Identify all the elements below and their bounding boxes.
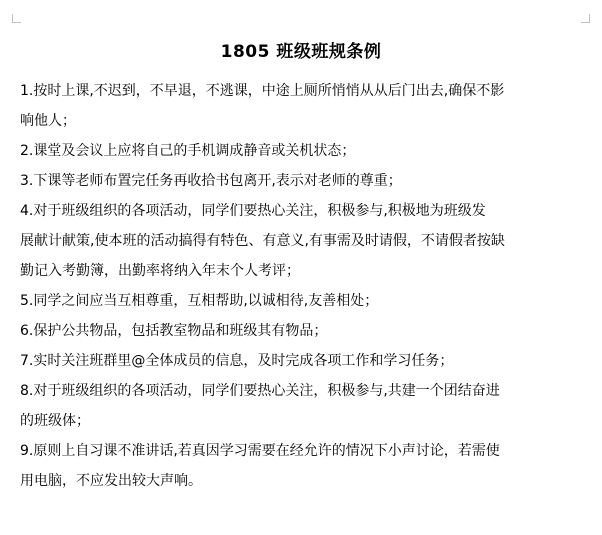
rules-body <box>20 76 595 496</box>
rule-9-line-2: 用电脑，不应发出较大声响。 <box>20 473 202 489</box>
rule-4-line-1: 4.对于班级组织的各项活动，同学们要热心关注，积极参与,积极地为班级发 <box>20 203 486 219</box>
rule-1-line-1: 1.按时上课,不迟到，不早退，不逃课，中途上厕所悄悄从从后门出去,确保不影 <box>20 83 505 99</box>
rule-8-line-1: 8.对于班级组织的各项活动，同学们要热心关注，积极参与,共建一个团结奋进 <box>20 383 500 399</box>
rule-1-line-2: 响他人； <box>20 113 76 129</box>
margin-corner-mark-left <box>12 14 21 23</box>
rule-6-line-1: 6.保护公共物品，包括教室物品和班级其有物品； <box>20 323 328 339</box>
rule-4-line-2: 展献计献策,使本班的活动搞得有特色、有意义,有事需及时请假，不请假者按缺 <box>20 233 505 249</box>
rule-5-line-1: 5.同学之间应当互相尊重，互相帮助,以诚相待,友善相处； <box>20 293 379 309</box>
rule-7-line-1: 7.实时关注班群里@全体成员的信息，及时完成各项工作和学习任务； <box>20 353 454 369</box>
rule-3-line-1: 3.下课等老师布置完任务再收拾书包离开,表示对老师的尊重； <box>20 173 402 189</box>
rule-2-line-1: 2.课堂及会议上应将自己的手机调成静音或关机状态； <box>20 143 356 159</box>
rule-9-line-1: 9.原则上自习课不准讲话,若真因学习需要在经允许的情况下小声讨论，若需使 <box>20 443 500 459</box>
rule-8-line-2: 的班级体； <box>20 413 90 429</box>
rule-4-line-3: 勤记入考勤簿，出勤率将纳入年末个人考评； <box>20 263 300 279</box>
page-title: 1805 班级班规条例 <box>220 42 382 62</box>
margin-corner-mark-right <box>581 14 590 23</box>
